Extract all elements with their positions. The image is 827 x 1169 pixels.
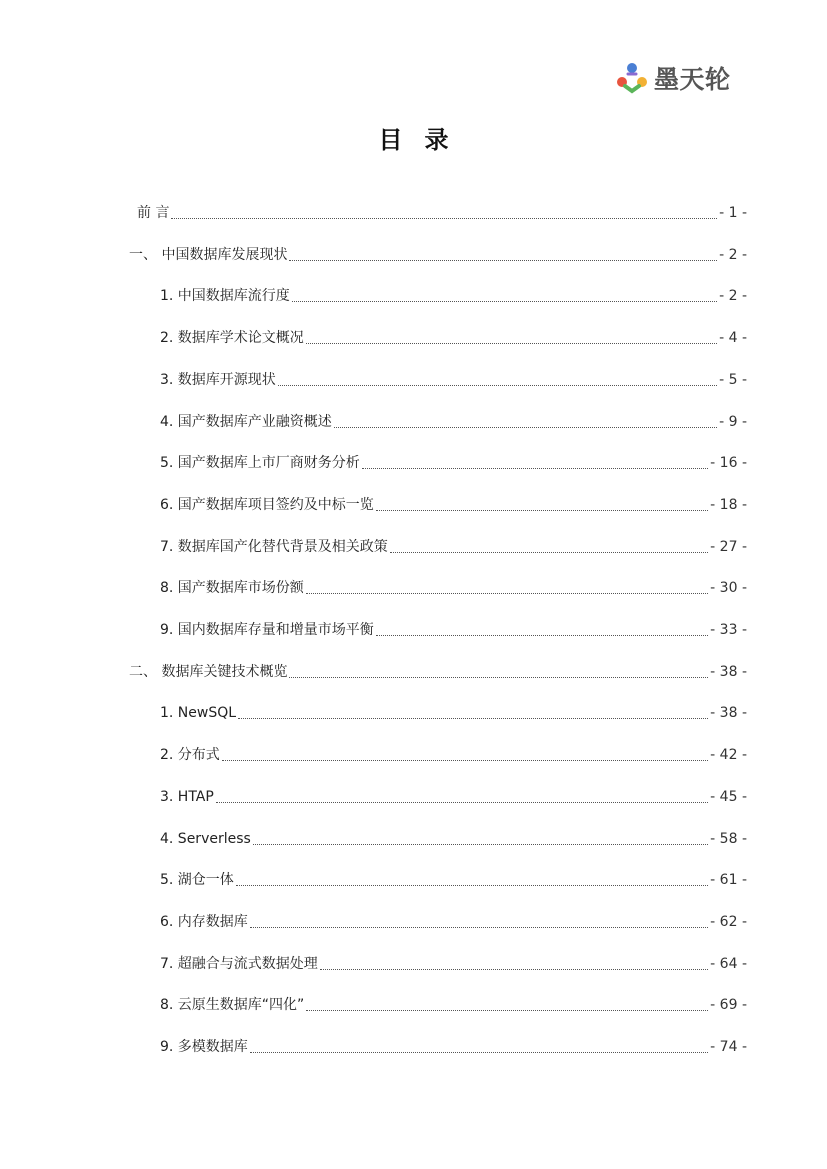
toc-dot-leader [250, 926, 708, 928]
toc-entry-label: 一、 中国数据库发展现状 [129, 246, 288, 263]
toc-dot-leader [376, 634, 708, 636]
toc-entry[interactable] [160, 286, 747, 306]
toc-dot-leader [236, 884, 708, 886]
toc-entry[interactable] [160, 1037, 747, 1057]
toc-page-number: - 4 - [719, 330, 747, 347]
toc-dot-leader [390, 551, 708, 553]
toc-entry[interactable] [129, 662, 747, 682]
toc-entry[interactable] [160, 495, 747, 515]
toc-entry-label: 4. Serverless [160, 830, 251, 847]
logo [614, 58, 731, 98]
toc-entry[interactable] [160, 787, 747, 807]
toc-dot-leader [289, 676, 708, 678]
toc-entry-label: 1. NewSQL [160, 705, 237, 722]
toc-page-number: - 27 - [710, 538, 747, 555]
toc-entry-label: 1. 中国数据库流行度 [160, 288, 290, 305]
toc-dot-leader [171, 217, 717, 219]
toc-page-number: - 33 - [710, 622, 747, 638]
toc-entry-label: 2. 数据库学术论文概况 [160, 330, 304, 347]
toc-entry[interactable] [160, 829, 747, 849]
toc-page-number: - 69 - [710, 997, 747, 1014]
toc-dot-leader [362, 467, 708, 469]
toc-entry[interactable] [160, 870, 747, 890]
toc-dot-leader [376, 509, 708, 511]
toc-entry-label: 9. 国内数据库存量和增量市场平衡 [160, 622, 374, 638]
toc-page-number: - 38 - [710, 663, 747, 680]
toc-dot-leader [292, 300, 717, 302]
toc-dot-leader [306, 342, 717, 344]
toc-page-number: - 62 - [710, 913, 747, 930]
toc-dot-leader [222, 759, 708, 761]
toc-entry-label: 2. 分布式 [160, 747, 220, 764]
toc-entry-label: 6. 国产数据库项目签约及中标一览 [160, 496, 374, 513]
toc-entry-label: 9. 多模数据库 [160, 1039, 248, 1055]
toc-dot-leader [216, 801, 708, 803]
toc-entry[interactable] [160, 328, 747, 348]
toc-dot-leader [250, 1051, 708, 1053]
page-title: 目录 [378, 126, 471, 154]
toc-entry-label: 二、 数据库关键技术概览 [129, 663, 288, 680]
toc-entry-label: 8. 云原生数据库“四化” [160, 997, 305, 1014]
toc-entry[interactable] [160, 745, 747, 765]
toc-entry[interactable] [129, 245, 747, 265]
toc-entry-label: 7. 数据库国产化替代背景及相关政策 [160, 538, 388, 555]
toc-page-number: - 61 - [710, 872, 747, 889]
toc-entry-label: 7. 超融合与流式数据处理 [160, 955, 318, 972]
logo-text: 墨天轮 [654, 65, 731, 94]
toc-entry[interactable] [160, 578, 747, 598]
toc-page-number: - 2 - [719, 288, 747, 305]
toc-entry[interactable] [160, 370, 747, 390]
toc-entry-label: 4. 国产数据库产业融资概述 [160, 413, 332, 430]
toc-page-number: - 18 - [710, 496, 747, 513]
toc-entry[interactable] [160, 703, 747, 723]
toc-entry-label: 6. 内存数据库 [160, 913, 248, 930]
toc-entry[interactable] [160, 412, 747, 432]
toc-dot-leader [306, 1009, 708, 1011]
toc-entry-label: 8. 国产数据库市场份额 [160, 580, 304, 597]
motianlun-logo-icon [614, 60, 650, 96]
toc-page-number: - 9 - [719, 413, 747, 430]
toc-entry-label: 5. 湖仓一体 [160, 872, 234, 889]
toc-page-number: - 74 - [710, 1039, 747, 1055]
toc-dot-leader [289, 259, 717, 261]
toc-entry[interactable] [160, 537, 747, 557]
toc-dot-leader [278, 384, 717, 386]
toc-dot-leader [306, 592, 708, 594]
toc-entry-label: 前 言 [137, 205, 170, 221]
toc-entry[interactable] [160, 453, 747, 473]
toc-entry[interactable] [160, 620, 747, 640]
toc-dot-leader [238, 717, 708, 719]
toc-page-number: - 5 - [719, 371, 747, 388]
toc-entry[interactable] [160, 995, 747, 1015]
toc-entry-label: 3. 数据库开源现状 [160, 371, 276, 388]
toc-entry-label: 3. HTAP [160, 788, 214, 805]
toc-page-number: - 45 - [710, 788, 747, 805]
toc-entry-label: 5. 国产数据库上市厂商财务分析 [160, 455, 360, 472]
toc-dot-leader [334, 426, 717, 428]
toc-dot-leader [320, 968, 708, 970]
toc-entry[interactable] [160, 954, 747, 974]
toc-page-number: - 30 - [710, 580, 747, 597]
toc-page-number: - 16 - [710, 455, 747, 472]
toc-entry[interactable] [137, 203, 747, 223]
toc-page-number: - 64 - [710, 955, 747, 972]
toc-page-number: - 58 - [710, 830, 747, 847]
toc-page-number: - 42 - [710, 747, 747, 764]
toc-page-number: - 2 - [719, 246, 747, 263]
toc-page-number: - 1 - [719, 205, 747, 221]
toc-entry[interactable] [160, 912, 747, 932]
toc-dot-leader [253, 843, 708, 845]
toc-page-number: - 38 - [710, 705, 747, 722]
